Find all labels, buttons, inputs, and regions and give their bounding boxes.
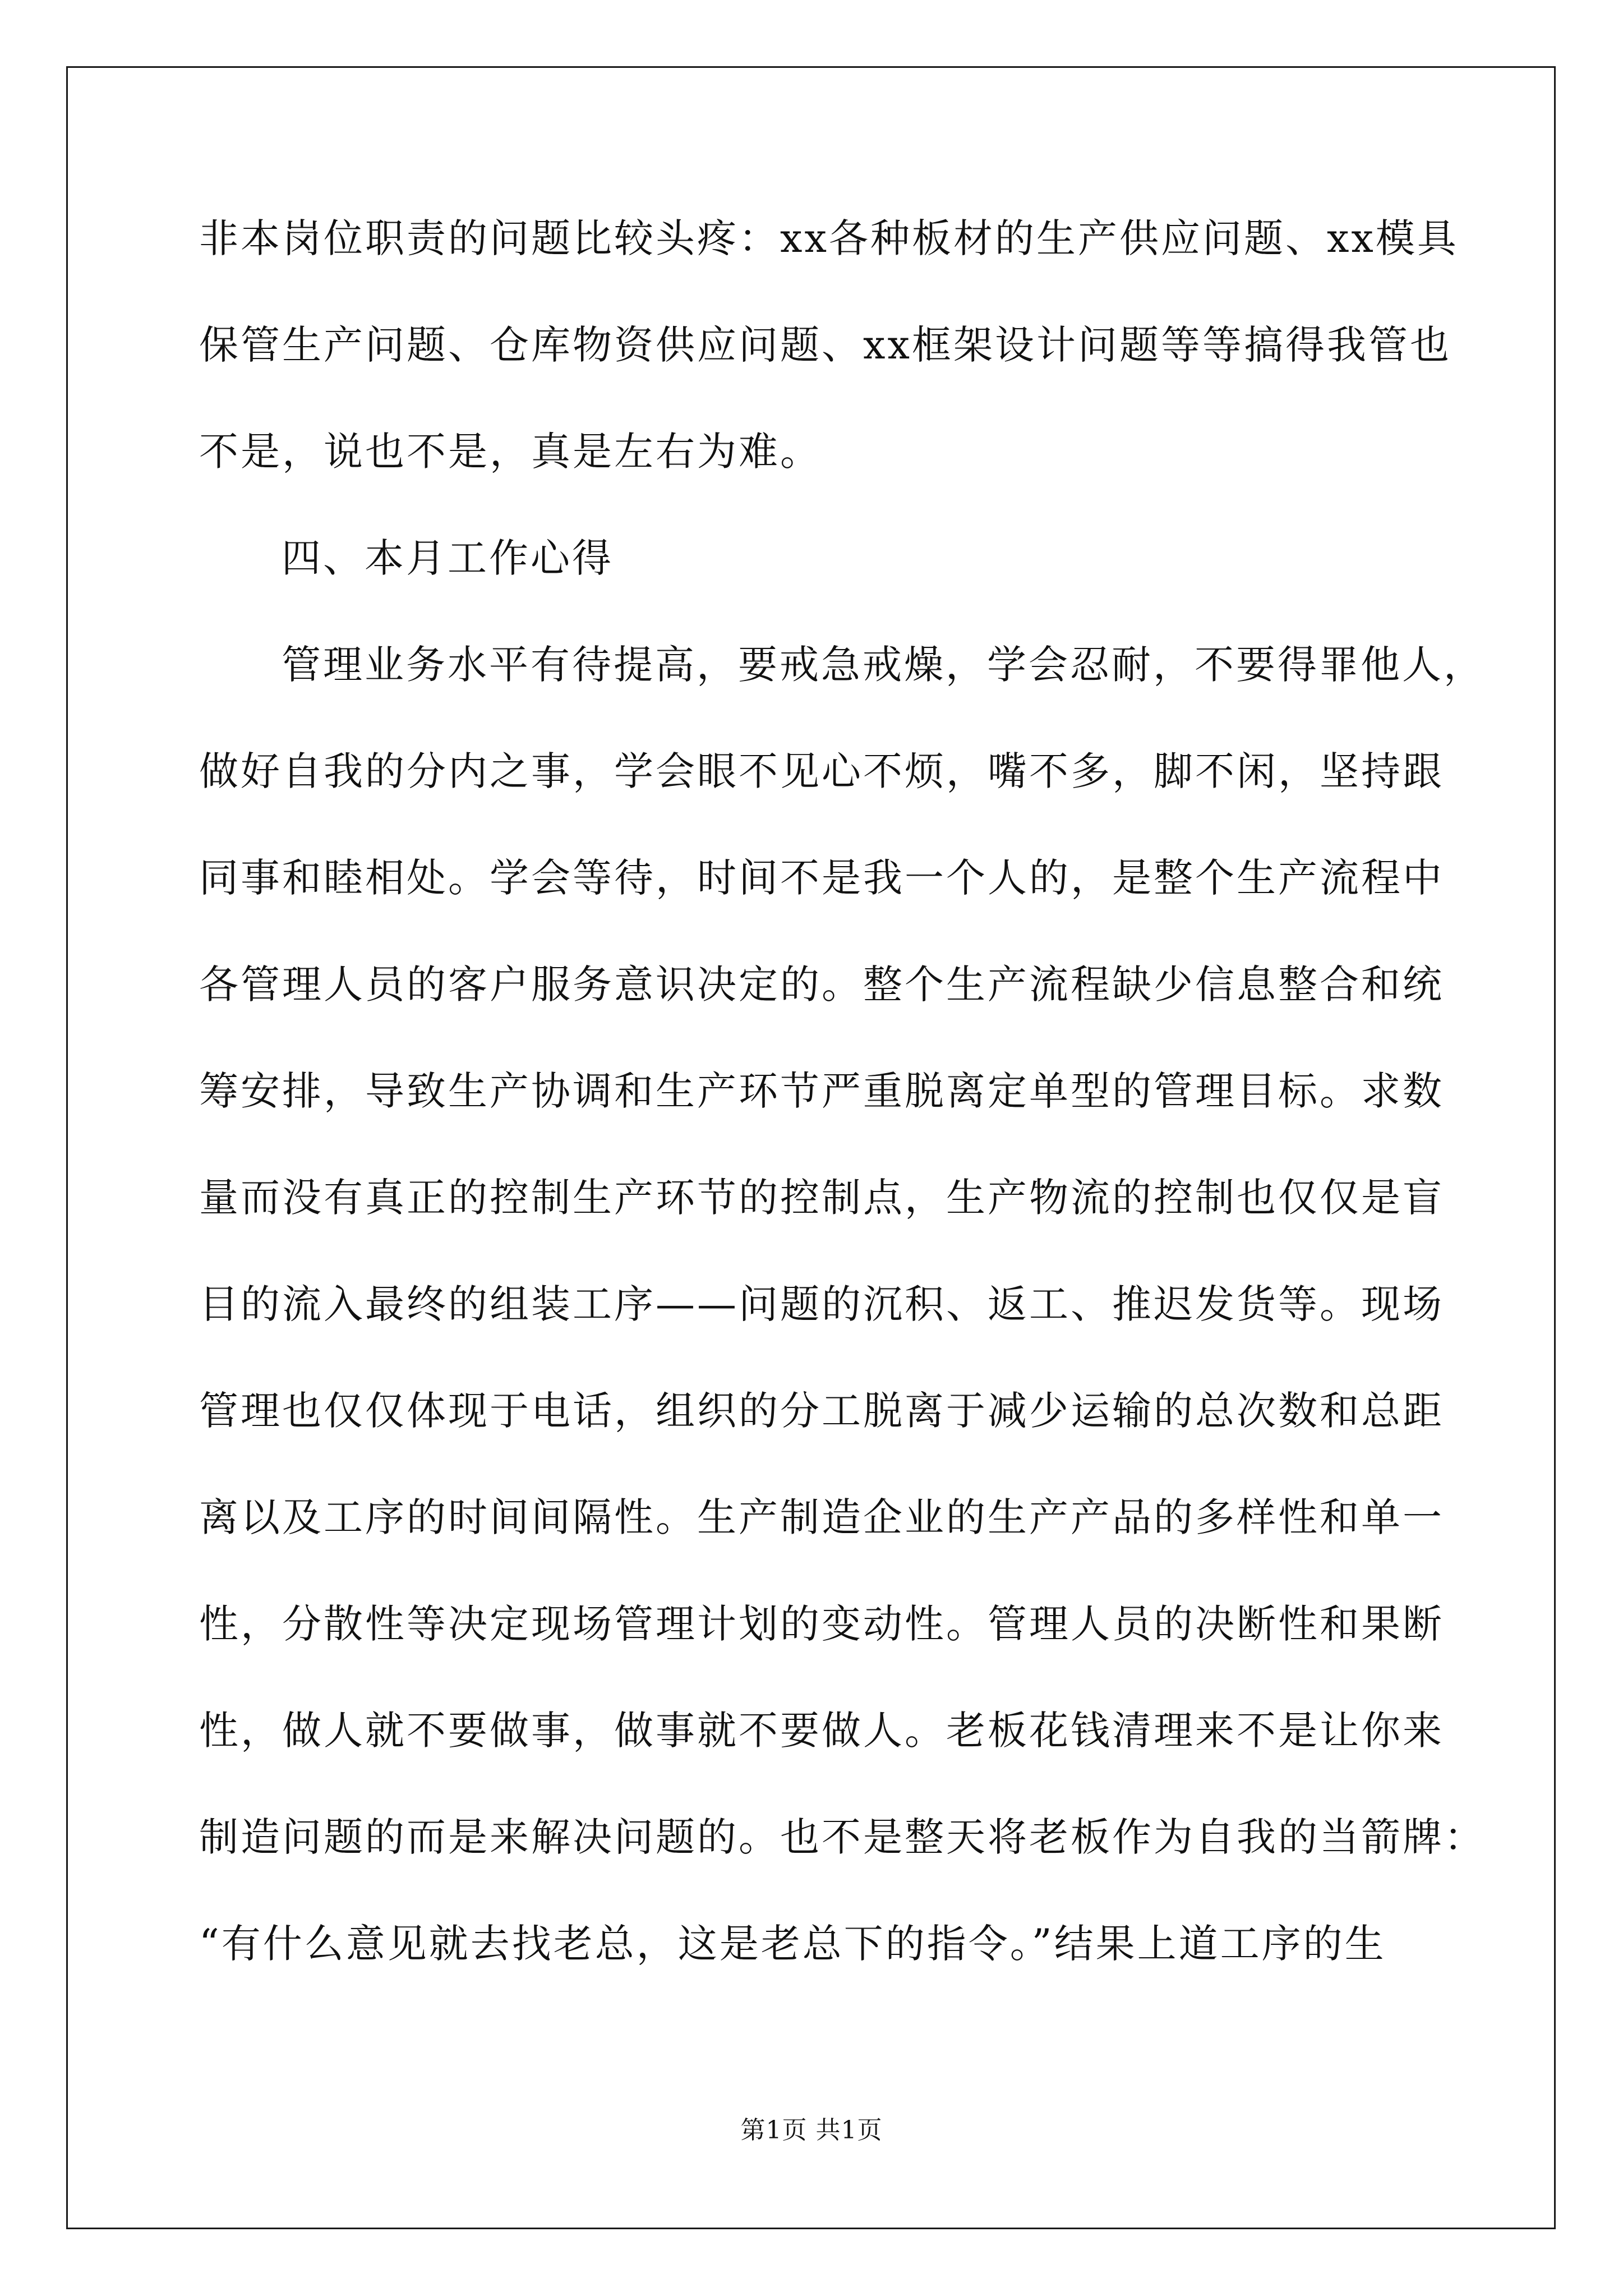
text-line-14: 性，分散性等决定现场管理计划的变动性。管理人员的决断性和果断	[199, 1601, 1444, 1647]
text-line-8: 各管理人员的客户服务意识决定的。整个生产流程缺少信息整合和统	[199, 961, 1444, 1007]
text-line-6: 做好自我的分内之事，学会眼不见心不烦，嘴不多，脚不闲，坚持跟	[199, 748, 1444, 794]
text-line-16: 制造问题的而是来解决问题的。也不是整天将老板作为自我的当箭牌：	[199, 1814, 1486, 1860]
text-line-10: 量而没有真正的控制生产环节的控制点，生产物流的控制也仅仅是盲	[199, 1175, 1444, 1221]
text-line-5: 管理业务水平有待提高，要戒急戒燥，学会忍耐，不要得罪他人，	[282, 642, 1485, 688]
page-border	[66, 66, 1556, 2229]
text-line-15: 性，做人就不要做事，做事就不要做人。老板花钱清理来不是让你来	[199, 1708, 1444, 1754]
text-line-12: 管理也仅仅体现于电话，组织的分工脱离于减少运输的总次数和总距	[199, 1388, 1444, 1434]
section-heading: 四、本月工作心得	[282, 535, 614, 581]
text-line-7: 同事和睦相处。学会等待，时间不是我一个人的，是整个生产流程中	[199, 855, 1444, 901]
text-line-2: 保管生产问题、仓库物资供应问题、xx框架设计问题等等搞得我管也	[199, 322, 1451, 368]
text-line-11: 目的流入最终的组装工序——问题的沉积、返工、推迟发货等。现场	[199, 1281, 1444, 1327]
text-line-17: “有什么意见就去找老总，这是老总下的指令。”结果上道工序的生	[199, 1921, 1386, 1967]
page-footer: 第1页 共1页	[740, 2116, 883, 2145]
text-line-9: 筹安排，导致生产协调和生产环节严重脱离定单型的管理目标。求数	[199, 1068, 1444, 1114]
text-line-1: 非本岗位职责的问题比较头疼：xx各种板材的生产供应问题、xx模具	[199, 215, 1459, 261]
text-line-3: 不是，说也不是，真是左右为难。	[199, 429, 822, 475]
text-line-13: 离以及工序的时间间隔性。生产制造企业的生产产品的多样性和单一	[199, 1494, 1444, 1540]
